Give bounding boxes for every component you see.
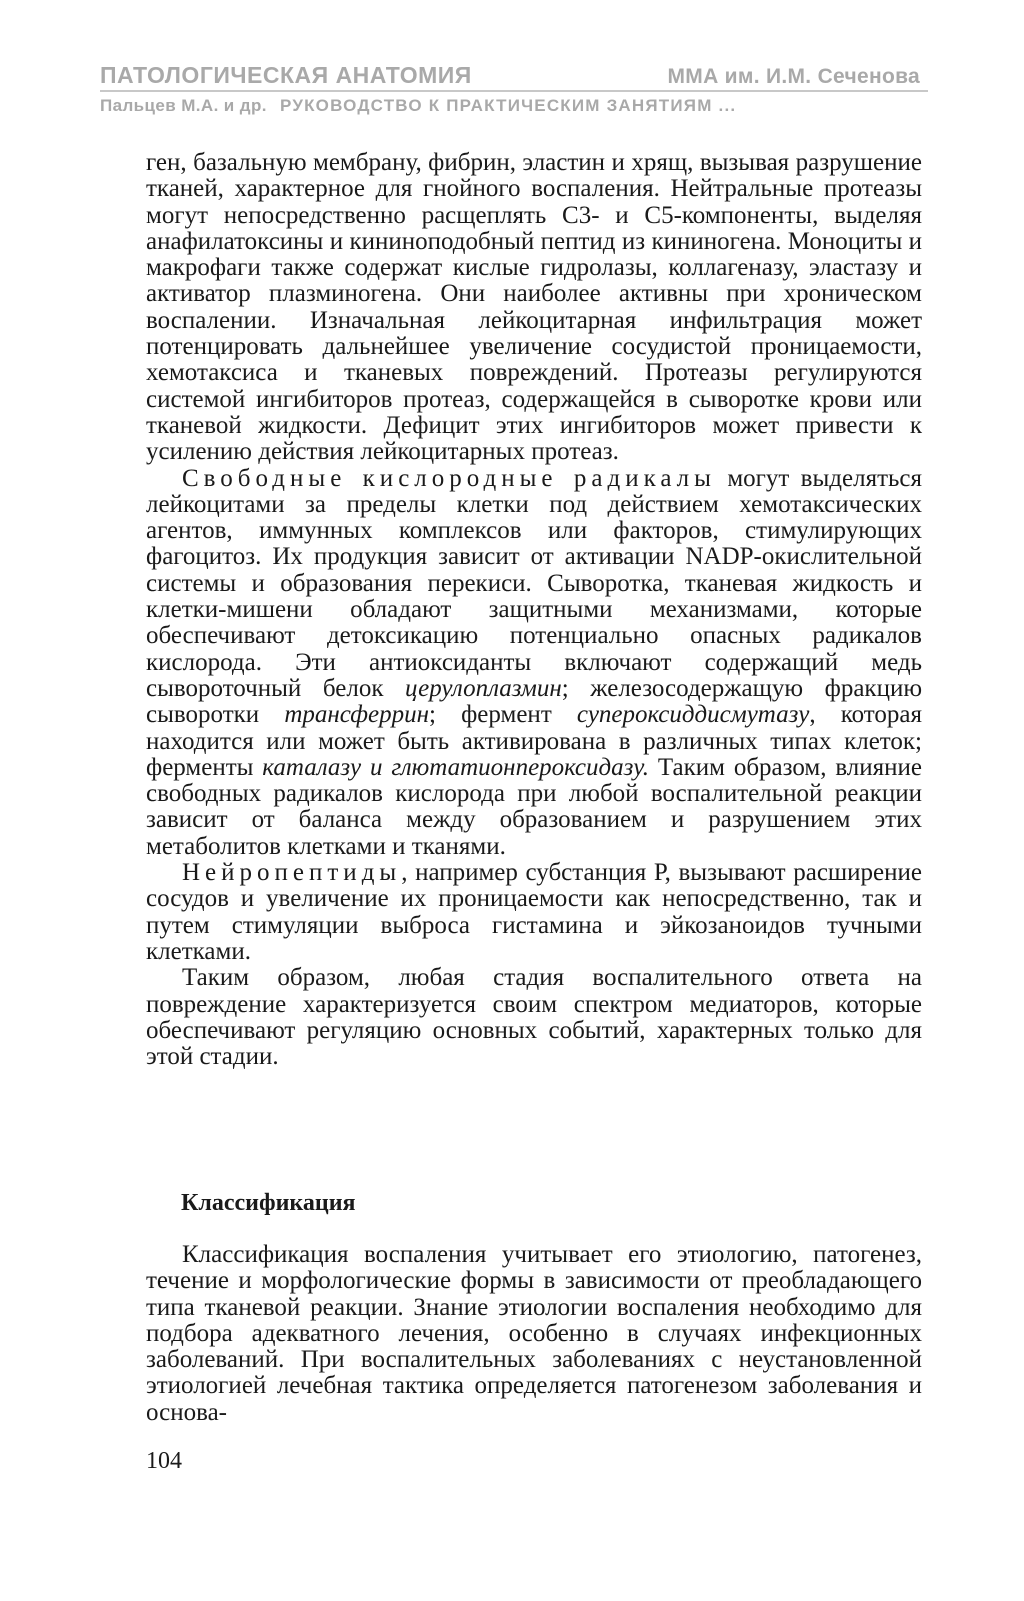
term-ceruloplasmin: церулоплазмин (405, 674, 562, 702)
term-free-radicals: Свободные кислородные радикалы (182, 464, 716, 492)
term-transferrin: трансферрин (284, 701, 429, 729)
paragraph-text: ; железосодержащую фракцию сыворотки (146, 674, 922, 729)
authors: Пальцев М.А. и др. (100, 96, 267, 115)
page-number: 104 (146, 1448, 182, 1474)
paragraph-text: могут выделяться лейкоцитами за пределы клетки под действием хемотаксических агентов, иммунных комплексов или факторов, стимулирующих фагоцитоз. Их продукция зависит от активации NADP-окислительной системы и образования перекиси. Сыворотка, тканевая жидкость и клетки-мишени обладают защитными механизмами, которые обеспечивают детоксикацию потенциально опасных радикалов кислорода. Эти антиоксиданты включают содержащий медь сывороточный белок (146, 464, 922, 702)
paragraph-classification: Классификация воспаления учитывает его этиологию, патогенез, течение и морфологические формы в зависимости от преобладающего типа тканевой реакции. Знание этиологии воспаления необходимо для подбора адекватного лечения, особенно в случаях инфекционных заболеваний. При воспалительных заболеваниях с неустановленной этиологией лечебная тактика определяется патогенезом заболевания и основа- (146, 1241, 922, 1426)
running-header-top-line (100, 62, 928, 92)
term-neuropeptides: Нейропептиды (182, 859, 402, 887)
running-header (100, 62, 928, 116)
book-title: ПАТОЛОГИЧЕСКАЯ АНАТОМИЯ (100, 62, 472, 88)
section-text (146, 1242, 922, 1426)
section-heading: Классификация (181, 1190, 356, 1216)
institution-name: ММА им. И.М. Сеченова (667, 65, 920, 88)
running-header-bottom-line (100, 96, 928, 116)
paragraph-proteases: ген, базальную мембрану, фибрин, эластин и хрящ, вызывая разрушение тканей, характерное для гнойного воспаления. Нейтральные протеазы могут непосредственно расщеплять С3- и С5-компоненты, выделяя анафилатоксины и кининоподобный пептид из кининогена. Моноциты и макрофаги также содержат кислые гидролазы, коллагеназу, эластазу и активатор плазминогена. Они наиболее активны при хроническом воспалении. Изначальная лейкоцитарная инфильтрация может потенцировать дальнейшее увеличение сосудистой проницаемости, хемотаксиса и тканевых повреждений. Протеазы регулируются системой ингибиторов протеаз, содержащейся в сыворотке крови или тканевой жидкости. Дефицит этих ингибиторов может привести к усилению действия лейкоцитарных протеаз. (146, 149, 922, 466)
paragraph-neuropeptides (146, 860, 922, 965)
paragraph-text: ; фермент (429, 701, 577, 729)
term-catalase-glutathione: каталазу и глютатионпероксидазу. (262, 753, 650, 781)
term-superoxide-dismutase: супероксиддисмутазу (576, 701, 810, 729)
paragraph-text: , которая находится или может быть активирована в различных типах клеток; ферменты (146, 701, 922, 781)
paragraph-conclusion: Таким образом, любая стадия воспалительного ответа на повреждение характеризуется своим спектром медиаторов, которые обеспечивают регуляцию основных событий, характерных только для этой стадии. (146, 964, 922, 1071)
book-subtitle: РУКОВОДСТВО К ПРАКТИЧЕСКИМ ЗАНЯТИЯМ ... (280, 96, 737, 115)
paragraph-text: , например субстанция Р, вызывают расширение сосудов и увеличение их проницаемости как непосредственно, так и путем стимуляции выброса гистамина и эйкозаноидов тучными клетками. (146, 859, 922, 965)
main-text (146, 150, 922, 1070)
paragraph-free-radicals (146, 466, 922, 860)
paragraph-text: Таким образом, влияние свободных радикалов кислорода при любой воспалительной реакции зависит от баланса между образованием и разрушением этих метаболитов клетками и тканями. (146, 753, 922, 860)
